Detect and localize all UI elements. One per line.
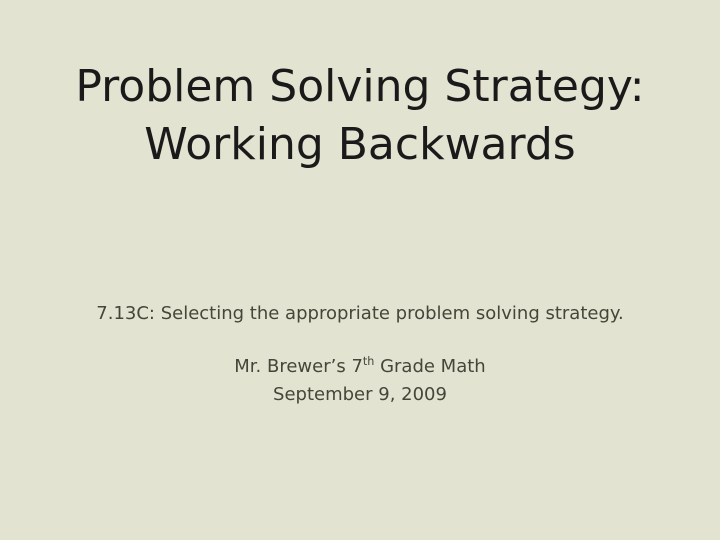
subtitle-teacher xyxy=(0,353,720,381)
subtitle-teacher-prefix: Mr. Brewer’s 7 xyxy=(234,356,363,377)
slide-subtitle xyxy=(0,300,720,409)
slide-title xyxy=(0,58,720,174)
title-line-1: Problem Solving Strategy: xyxy=(75,61,645,112)
subtitle-date: September 9, 2009 xyxy=(273,383,447,405)
subtitle-teacher-superscript: th xyxy=(362,355,375,368)
title-line-2: Working Backwards xyxy=(144,119,576,171)
subtitle-teacher-suffix: Grade Math xyxy=(374,356,486,377)
subtitle-standard: 7.13C: Selecting the appropriate problem solving strategy. xyxy=(96,303,624,324)
